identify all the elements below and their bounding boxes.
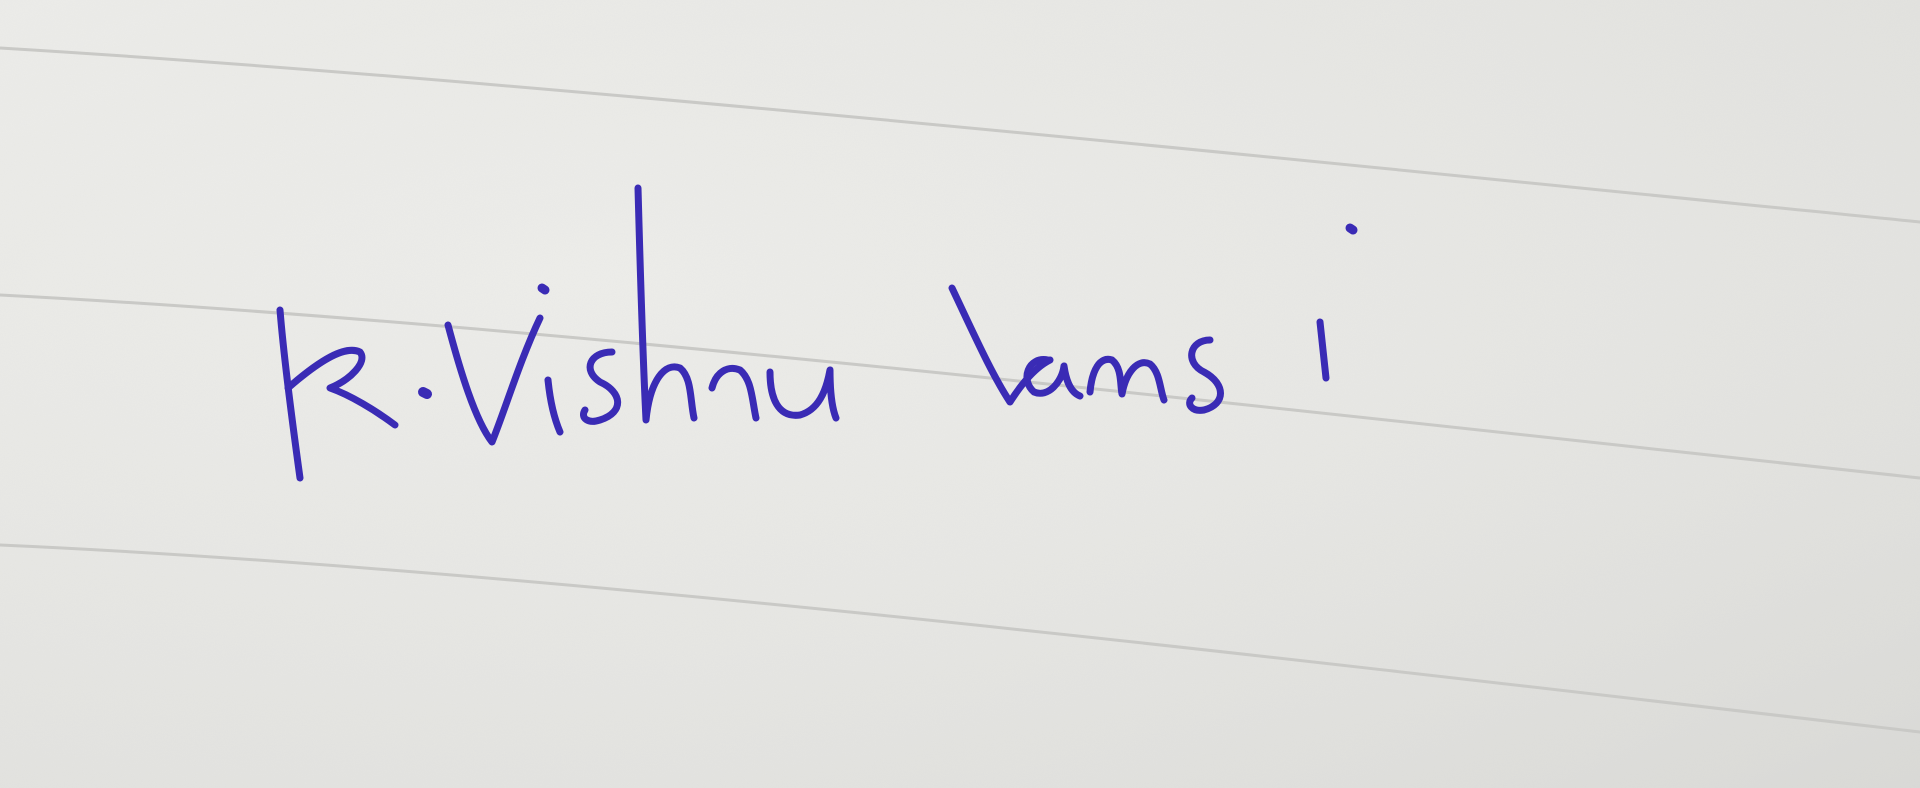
- signature-letter-i2-dot: [1350, 228, 1353, 230]
- signature-dot: [423, 392, 427, 394]
- signature-letter-i-dot: [542, 288, 545, 290]
